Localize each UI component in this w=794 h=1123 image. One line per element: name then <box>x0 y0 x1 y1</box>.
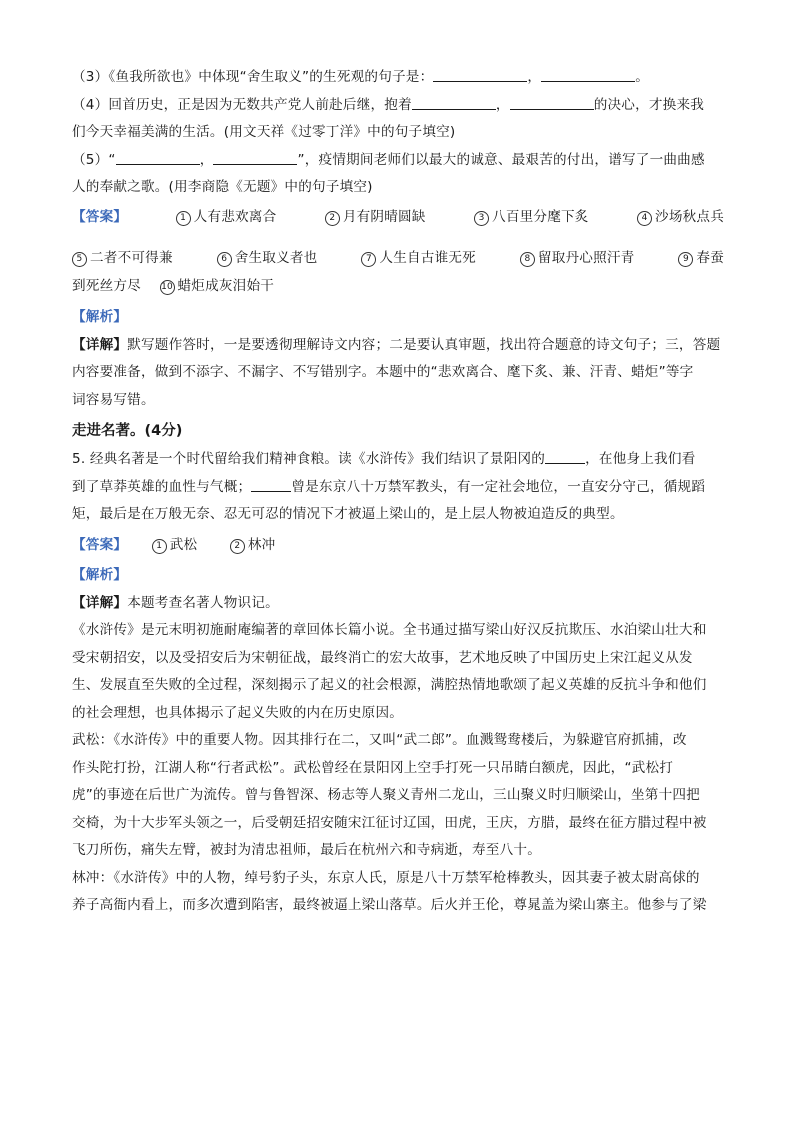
answer-row-3 <box>72 273 724 301</box>
punct: ， <box>199 151 214 168</box>
analysis-tag: 【解析】 <box>72 309 128 325</box>
item-number: 3 <box>474 211 489 226</box>
item-number: 10 <box>160 280 175 295</box>
answer-item <box>230 532 276 560</box>
item-text: 人有悲欢离合 <box>193 208 277 225</box>
answer-row-1 <box>72 204 724 232</box>
item-text: 沙场秋点兵 <box>655 208 724 225</box>
answer-blank <box>541 67 635 82</box>
item-number: 1 <box>176 211 191 226</box>
question-5-famous-line3: 矩，最后是在万般无奈、忍无可忍的情况下才被逼上梁山的，是上层人物被迫造反的典型。 <box>72 506 624 522</box>
item-number: 6 <box>217 252 232 267</box>
detail-1 <box>72 332 724 360</box>
detail-text: 本题考查名著人物识记。 <box>127 594 279 611</box>
answer-row-2 <box>72 245 724 273</box>
paragraph-line: 受宋朝招安，以及受招安后为宋朝征战，最终消亡的宏大故事，艺术地反映了中国历史上宋江起义从发 <box>72 649 693 666</box>
detail-tag: 【详解】 <box>72 594 128 611</box>
question-text: ，在他身上我们看 <box>585 451 696 467</box>
item-text: 蜡炬成灰泪始干 <box>177 277 275 294</box>
analysis-tag: 【解析】 <box>72 567 128 583</box>
item-number: 4 <box>637 211 652 226</box>
paragraph-line: 养子高衙内看上，而多次遭到陷害，最终被逼上梁山落草。后火并王伦，尊晁盖为梁山寨主。他参与了梁 <box>72 897 707 913</box>
question-text: 5. 经典名著是一个时代留给我们精神食粮。读《水浒传》我们结识了景阳冈的 <box>72 451 546 467</box>
item-text: 春蚕 <box>696 250 724 266</box>
question-5-famous-works <box>72 446 724 474</box>
item-text: 人生自古谁无死 <box>379 250 476 266</box>
answer-blank <box>251 477 291 492</box>
item-number: 2 <box>230 539 245 554</box>
question-4 <box>72 92 724 120</box>
question-text: 到了草莽英雄的血性与气概； <box>72 478 252 495</box>
item-number: 7 <box>361 252 376 267</box>
paragraph-line: 飞刀所伤，痛失左臂，被封为清忠祖师，最后在杭州六和寺病逝，寿至八十。 <box>72 842 541 858</box>
paragraph-line: 交椅，为十大步军头领之一，后受朝廷招安随宋江征讨辽国，田虎，王庆，方腊，最终在征方腊过程中被 <box>72 814 707 831</box>
item-number: 5 <box>72 252 87 267</box>
answer-item <box>678 245 724 273</box>
answer-blank <box>412 95 496 110</box>
section-title: 走进名著。(4分) <box>72 423 183 439</box>
answer-item <box>361 245 476 273</box>
question-3-text: （3）《鱼我所欲也》中体现“舍生取义”的生死观的句子是： <box>72 69 434 85</box>
item-number: 9 <box>678 252 693 267</box>
answer-item <box>160 273 275 301</box>
paragraph-line: 武松：《水浒传》中的重要人物。因其排行在二，又叫“武二郎”。血溅鸳鸯楼后，为躲避官府抓捕，改 <box>72 732 687 748</box>
answer-tag: 【答案】 <box>72 208 128 225</box>
detail-text: 默写题作答时，一是要透彻理解诗文内容；二是要认真审题，找出符合题意的诗文句子；三，答题 <box>127 336 721 353</box>
document-page <box>72 64 724 920</box>
paragraph-line: 《水浒传》是元末明初施耐庵编著的章回体长篇小说。全书通过描写梁山好汉反抗欺压、水泊梁山壮大和 <box>72 622 707 638</box>
item-text: 月有阴晴圆缺 <box>342 208 426 225</box>
answer-row-famous <box>72 532 724 560</box>
item-text: 八百里分麾下炙 <box>492 208 589 225</box>
answer-item <box>176 204 277 232</box>
answer-item <box>152 532 198 560</box>
paragraph-line: 虎”的事迹在后世广为流传。曾与鲁智深、杨志等人聚义青州二龙山，三山聚义时归顺梁山，坐第十四把 <box>72 787 700 803</box>
item-text: 武松 <box>169 536 198 553</box>
question-4-suffix: 的决心，才换来我 <box>593 96 705 113</box>
item-number: 1 <box>152 539 167 554</box>
answer-blank <box>433 67 527 82</box>
item-text: 舍生取义者也 <box>234 250 318 266</box>
punct: 。 <box>635 69 649 85</box>
answer-blank <box>116 150 200 165</box>
item-number: 2 <box>325 211 340 226</box>
answer-blank <box>213 150 297 165</box>
answer-item <box>637 204 724 232</box>
paragraph-line: 林冲：《水浒传》中的人物，绰号豹子头，东京人氏，原是八十万禁军枪棒教头，因其妻子被太尉高俅的 <box>72 869 700 886</box>
answer-item <box>217 245 318 273</box>
answer-blank <box>545 449 585 464</box>
item-text: 林冲 <box>247 536 276 553</box>
item-text: 到死丝方尽 <box>72 277 141 294</box>
answer-item <box>474 204 589 232</box>
item-number: 8 <box>520 252 535 267</box>
question-5-prefix: （5）“ <box>72 151 116 168</box>
answer-blank <box>510 95 594 110</box>
paragraph-line: 作头陀打扮，江湖人称“行者武松”。武松曾经在景阳冈上空手打死一只吊睛白额虎，因此，“武松打 <box>72 759 674 776</box>
detail-1-line2: 内容要准备，做到不添字、不漏字、不写错别字。本题中的“悲欢离合、麾下炙、兼、汗青、蜡炬”等字 <box>72 364 694 380</box>
answer-item <box>325 204 426 232</box>
question-text: 曾是东京八十万禁军教头，有一定社会地位，一直安分守己，循规蹈 <box>291 478 706 495</box>
punct: ， <box>495 96 510 113</box>
detail-2 <box>72 590 724 618</box>
question-5-line2: 人的奉献之歌。(用李商隐《无题》中的句子填空) <box>72 179 373 195</box>
question-5-suffix: ”，疫情期间老师们以最大的诚意、最艰苦的付出，谱写了一曲曲感 <box>297 151 705 168</box>
answer-tag: 【答案】 <box>72 536 128 553</box>
paragraph-line: 的社会理想，也具体揭示了起义失败的内在历史原因。 <box>72 704 404 721</box>
item-text: 二者不可得兼 <box>90 250 173 266</box>
question-4-line2: 们今天幸福美满的生活。(用文天祥《过零丁洋》中的句子填空) <box>72 124 456 140</box>
question-3 <box>72 64 724 92</box>
detail-1-line3: 词容易写错。 <box>72 391 155 408</box>
detail-tag: 【详解】 <box>72 336 128 353</box>
question-5 <box>72 147 724 175</box>
spacer <box>72 231 724 245</box>
paragraph-line: 生、发展直至失败的全过程，深刻揭示了起义的社会根源，满腔热情地歌颂了起义英雄的反抗斗争和他们 <box>72 677 707 693</box>
answer-item <box>520 245 635 273</box>
punct: ， <box>527 69 542 85</box>
item-text: 留取丹心照汗青 <box>537 250 635 266</box>
question-4-text: （4）回首历史，正是因为无数共产党人前赴后继，抱着 <box>72 96 412 113</box>
answer-item <box>72 245 173 273</box>
question-5-famous-line2 <box>72 474 724 502</box>
